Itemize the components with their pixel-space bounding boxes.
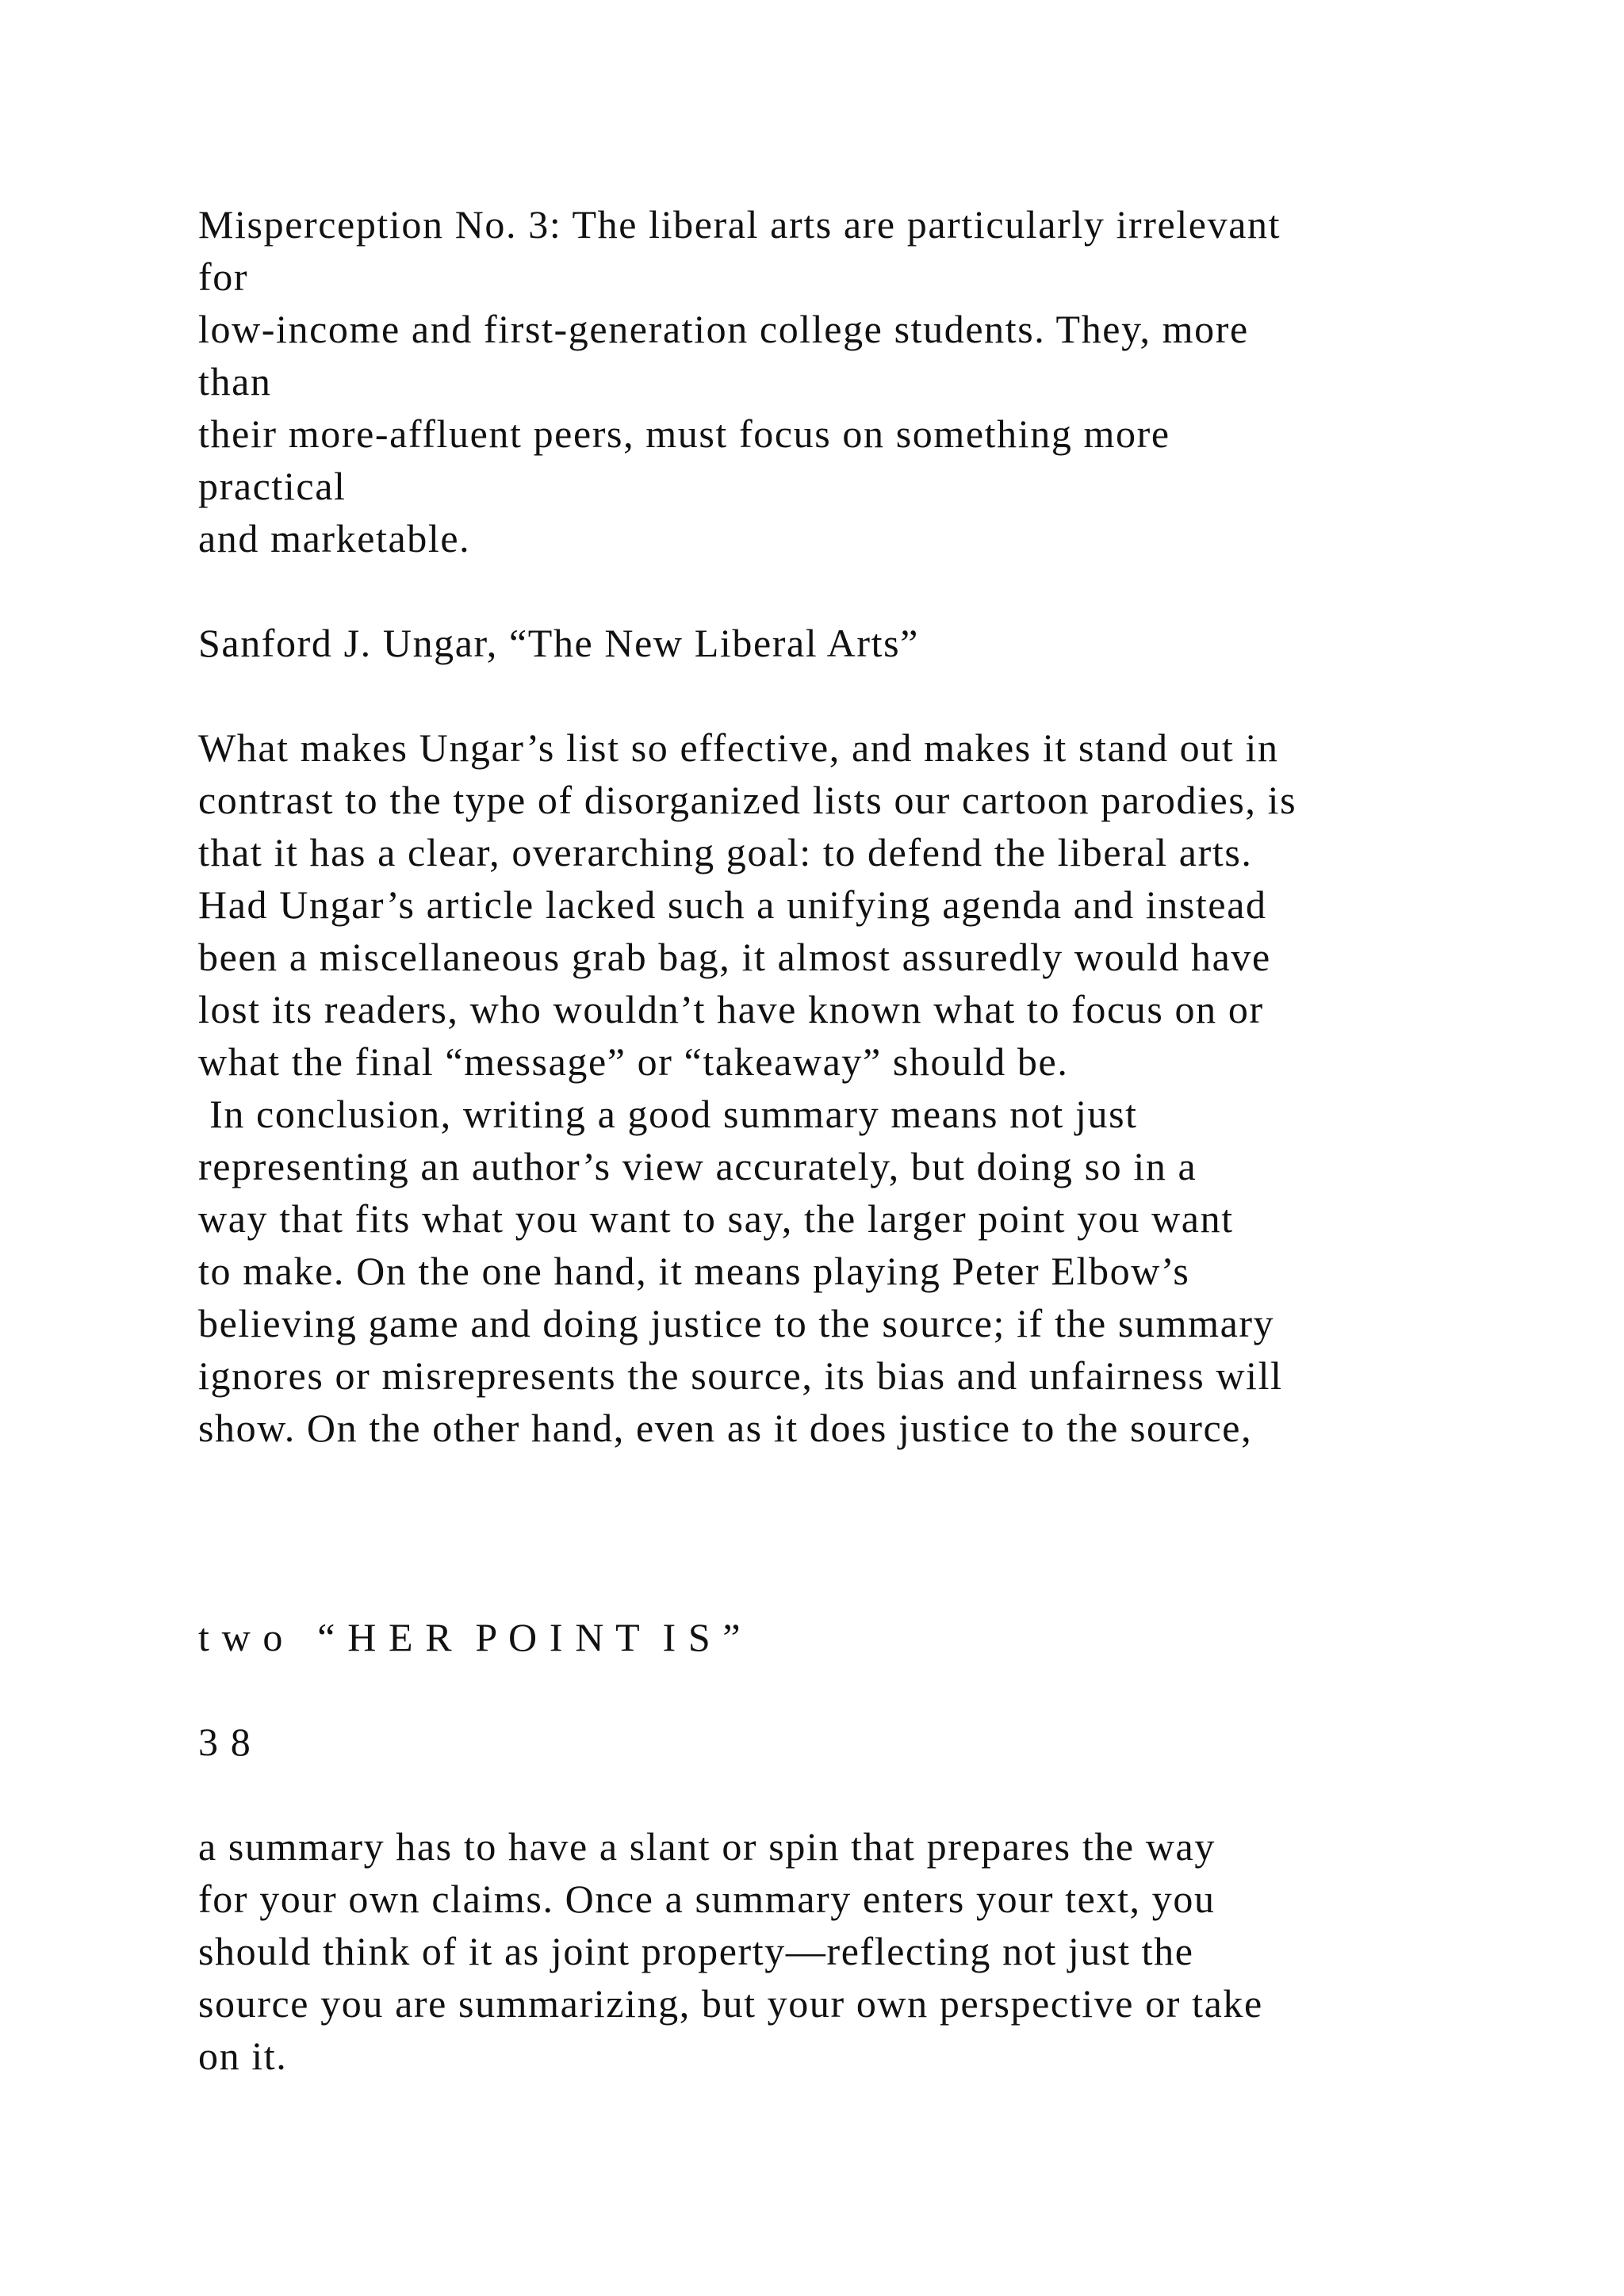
blank-line xyxy=(198,669,1546,721)
text-line: and marketable. xyxy=(198,516,471,561)
text-line: show. On the other hand, even as it does justice to the source, xyxy=(198,1406,1253,1450)
attribution: Sanford J. Ungar, “The New Liberal Arts” xyxy=(198,621,919,665)
text-line: a summary has to have a slant or spin that prepares the way xyxy=(198,1824,1216,1869)
text-line: that it has a clear, overarching goal: to defend the liberal arts. xyxy=(198,830,1253,874)
text-line: believing game and doing justice to the source; if the summary xyxy=(198,1301,1275,1345)
text-line: In conclusion, writing a good summary means not just xyxy=(198,1092,1138,1136)
text-line: Misperception No. 3: The liberal arts are particularly irrelevant xyxy=(198,202,1281,247)
body-paragraph xyxy=(198,721,1546,1454)
text-line: than xyxy=(198,359,272,404)
text-line: for xyxy=(198,254,249,299)
text-line: their more-affluent peers, must focus on something more xyxy=(198,411,1170,456)
text-line: lost its readers, who wouldn’t have known what to focus on or xyxy=(198,987,1264,1031)
blank-line xyxy=(198,1506,1546,1559)
text-line: representing an author’s view accurately, but doing so in a xyxy=(198,1144,1197,1188)
text-line: what the final “message” or “takeaway” should be. xyxy=(198,1039,1069,1084)
text-line: contrast to the type of disorganized lists our cartoon parodies, is xyxy=(198,778,1297,822)
blank-line xyxy=(198,1559,1546,1611)
text-line: for your own claims. Once a summary enters your text, you xyxy=(198,1877,1216,1921)
blank-line xyxy=(198,1663,1546,1716)
blank-line xyxy=(198,1768,1546,1820)
text-line: should think of it as joint property—reflecting not just the xyxy=(198,1929,1194,1973)
text-line: source you are summarizing, but your own perspective or take xyxy=(198,1981,1263,2026)
misperception-paragraph xyxy=(198,198,1546,564)
text-line: to make. On the one hand, it means playing Peter Elbow’s xyxy=(198,1249,1190,1293)
text-line: been a miscellaneous grab bag, it almost assuredly would have xyxy=(198,935,1271,979)
text-line: What makes Ungar’s list so effective, and makes it stand out in xyxy=(198,725,1279,770)
running-header: t w o “ H E R P O I N T I S ” xyxy=(198,1615,742,1659)
text-line: on it. xyxy=(198,2034,288,2078)
blank-line xyxy=(198,564,1546,617)
text-line: Had Ungar’s article lacked such a unifying agenda and instead xyxy=(198,882,1267,927)
document-page xyxy=(198,198,1546,2082)
page-number: 3 8 xyxy=(198,1720,252,1764)
text-line: practical xyxy=(198,464,347,508)
text-line: low-income and first-generation college students. They, more xyxy=(198,307,1249,351)
text-line: ignores or misrepresents the source, its bias and unfairness will xyxy=(198,1353,1283,1398)
blank-line xyxy=(198,1454,1546,1506)
text-line: way that fits what you want to say, the larger point you want xyxy=(198,1196,1234,1241)
continuation-paragraph xyxy=(198,1820,1546,2082)
